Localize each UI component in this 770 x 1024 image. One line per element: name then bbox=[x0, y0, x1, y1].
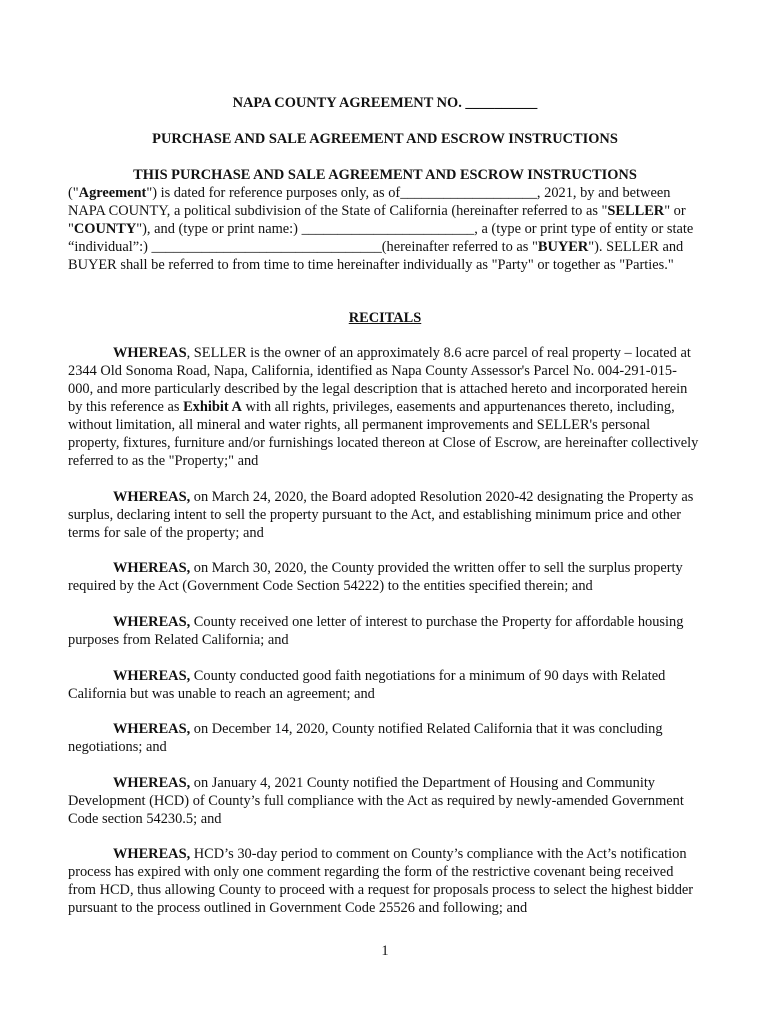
exhibit-reference: Exhibit A bbox=[183, 399, 242, 415]
intro-lead: THIS PURCHASE AND SALE AGREEMENT AND ESCROW INSTRUCTIONS bbox=[133, 167, 637, 183]
recital-text: on January 4, 2021 County notified the Department of Housing and Community Development (HCD) of County’s full compliance with the Act as required by newly-amended Government Code section 54230.5; and bbox=[68, 775, 684, 827]
recital-paragraph-3 bbox=[68, 559, 702, 595]
intro-text-4: "), and (type or print name:) ________________________, a (type or print type of entity or state “individual”:) ________________________________(hereinafter referred to as " bbox=[68, 221, 694, 255]
recital-paragraph-7 bbox=[68, 774, 702, 828]
whereas-label: WHEREAS bbox=[113, 345, 187, 361]
whereas-label: WHEREAS, bbox=[113, 721, 191, 737]
recital-paragraph-1 bbox=[68, 344, 702, 470]
recital-paragraph-8 bbox=[68, 845, 702, 917]
whereas-label: WHEREAS, bbox=[113, 775, 191, 791]
intro-text-3: " or " bbox=[68, 203, 686, 237]
whereas-label: WHEREAS, bbox=[113, 668, 191, 684]
term-agreement: Agreement bbox=[78, 185, 147, 201]
intro-text-2: ") is dated for reference purposes only, as of___________________, 2021, by and between NAPA COUNTY, a political subdivision of the State of California (hereinafter referred to as " bbox=[68, 185, 671, 219]
intro-text-1: (" bbox=[68, 185, 79, 201]
recitals-heading: RECITALS bbox=[348, 310, 422, 326]
recital-text: with all rights, privileges, easements and appurtenances thereto, including, without limitation, all mineral and water rights, all permanent improvements and SELLER's personal property, fixtures, furniture and/or furnishings located thereon at Close of Escrow, are hereinafter collectively referred to as the "Property;" and bbox=[68, 399, 699, 469]
term-seller: SELLER bbox=[607, 203, 665, 219]
intro-text-5: "). SELLER and BUYER shall be referred to from time to time hereinafter individually as "Party" or together as "Parties." bbox=[68, 239, 684, 273]
whereas-label: WHEREAS, bbox=[113, 614, 191, 630]
page-number: 1 bbox=[381, 943, 389, 959]
recital-text: on March 30, 2020, the County provided the written offer to sell the surplus property required by the Act (Government Code Section 54222) to the entities specified therein; and bbox=[68, 560, 683, 594]
term-county: COUNTY bbox=[73, 221, 137, 237]
agreement-subtitle: PURCHASE AND SALE AGREEMENT AND ESCROW INSTRUCTIONS bbox=[152, 131, 618, 147]
agreement-title: NAPA COUNTY AGREEMENT NO. __________ bbox=[232, 95, 538, 111]
whereas-label: WHEREAS, bbox=[113, 846, 191, 862]
recital-text: County received one letter of interest to purchase the Property for affordable housing purposes from Related California; and bbox=[68, 614, 684, 648]
recital-text: on March 24, 2020, the Board adopted Resolution 2020-42 designating the Property as surplus, declaring intent to sell the property pursuant to the Act, and establishing minimum price and other terms for sale of the property; and bbox=[68, 489, 694, 541]
recital-text: HCD’s 30-day period to comment on County’s compliance with the Act’s notification process has expired with only one comment regarding the form of the restrictive covenant being received from HCD, thus allowing County to proceed with a request for proposals process to select the highest bidder pursuant to the process outlined in Government Code 25526 and following; and bbox=[68, 846, 694, 916]
intro-paragraph bbox=[68, 166, 702, 274]
recital-paragraph-5 bbox=[68, 667, 702, 703]
whereas-label: WHEREAS, bbox=[113, 560, 191, 576]
recital-paragraph-6 bbox=[68, 720, 702, 756]
recital-text: , SELLER is the owner of an approximately 8.6 acre parcel of real property – located at 2344 Old Sonoma Road, Napa, California, identified as Napa County Assessor's Parcel No. 004-291-015-000, and more particularly described by the legal description that is attached hereto and incorporated herein by this reference as bbox=[68, 345, 691, 415]
recital-paragraph-2 bbox=[68, 488, 702, 542]
recital-text: County conducted good faith negotiations for a minimum of 90 days with Related California but was unable to reach an agreement; and bbox=[68, 668, 666, 702]
whereas-label: WHEREAS, bbox=[113, 489, 191, 505]
term-buyer: BUYER bbox=[537, 239, 589, 255]
recital-paragraph-4 bbox=[68, 613, 702, 649]
recital-text: on December 14, 2020, County notified Related California that it was concluding negotiations; and bbox=[68, 721, 663, 755]
